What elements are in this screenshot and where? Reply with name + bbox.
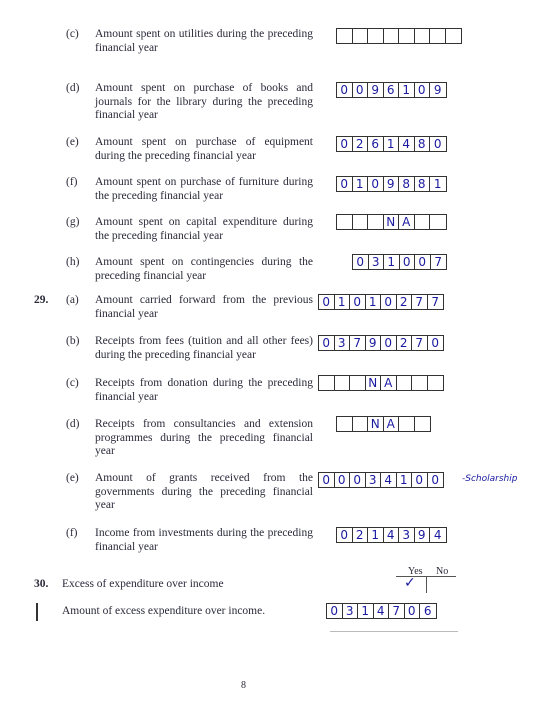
amount-text: Amount of excess expenditure over income. xyxy=(62,605,266,617)
digit-cell xyxy=(353,29,369,43)
digit-cell: 0 xyxy=(400,255,416,269)
digit-cell xyxy=(430,29,446,43)
item-text: Amount spent on purchase of equipment during the preceding financial year xyxy=(95,136,313,162)
digit-cell: 1 xyxy=(353,177,369,191)
margin-mark xyxy=(36,603,38,621)
digit-cell: 0 xyxy=(353,255,369,269)
digit-cell: 7 xyxy=(412,336,428,350)
digit-cell: 0 xyxy=(412,473,428,487)
digit-cell xyxy=(337,215,353,229)
digit-cell: 7 xyxy=(389,604,405,618)
digit-cell: 6 xyxy=(384,83,400,97)
digit-cell xyxy=(428,376,444,390)
digit-cell: 0 xyxy=(319,295,335,309)
item-text: Receipts from donation during the preceding financial year xyxy=(95,377,313,403)
digit-cell: A xyxy=(384,417,400,431)
item-text: Amount spent on contingencies during the preceding financial year xyxy=(95,256,313,282)
item-label: (h) xyxy=(66,256,80,268)
amount-boxes xyxy=(318,294,444,310)
digit-cell: 7 xyxy=(434,255,443,269)
digit-cell: 1 xyxy=(358,604,374,618)
digit-cell: 3 xyxy=(366,473,382,487)
digit-cell xyxy=(368,29,384,43)
digit-cell: 0 xyxy=(335,473,351,487)
digit-cell: 9 xyxy=(384,177,400,191)
page-number: 8 xyxy=(241,680,246,691)
digit-cell: 1 xyxy=(433,177,442,191)
digit-cell xyxy=(337,417,353,431)
digit-cell: 0 xyxy=(337,137,353,151)
digit-cell xyxy=(430,215,446,229)
digit-cell: 4 xyxy=(433,528,442,542)
item-text: Amount of grants received from the governments during the preceding financial year xyxy=(95,472,313,511)
digit-cell: 0 xyxy=(415,255,431,269)
digit-cell: 0 xyxy=(350,473,366,487)
digit-cell: 9 xyxy=(415,528,431,542)
digit-cell: 9 xyxy=(366,336,382,350)
item-label: (b) xyxy=(66,335,80,347)
item-text: Receipts from fees (tuition and all other fees) during the preceding financial year xyxy=(95,335,313,361)
amount-boxes xyxy=(336,416,431,432)
digit-cell: N xyxy=(366,376,382,390)
item-label: (c) xyxy=(66,28,79,40)
amount-boxes xyxy=(352,254,447,270)
digit-cell xyxy=(350,376,366,390)
digit-cell: 3 xyxy=(369,255,385,269)
item-label: (d) xyxy=(66,418,80,430)
digit-cell: 6 xyxy=(423,604,432,618)
digit-cell xyxy=(353,215,369,229)
digit-cell: 4 xyxy=(381,473,397,487)
digit-cell: 3 xyxy=(399,528,415,542)
digit-cell xyxy=(337,29,353,43)
question-text: Excess of expenditure over income xyxy=(62,578,224,590)
item-label: (f) xyxy=(66,527,78,539)
digit-cell: N xyxy=(368,417,384,431)
digit-cell: 8 xyxy=(399,177,415,191)
amount-boxes xyxy=(336,176,447,192)
digit-cell xyxy=(384,29,400,43)
digit-cell: 1 xyxy=(335,295,351,309)
amount-boxes xyxy=(336,82,447,98)
digit-cell: 2 xyxy=(397,336,413,350)
digit-cell: 0 xyxy=(405,604,421,618)
digit-cell: 0 xyxy=(353,83,369,97)
digit-cell: 7 xyxy=(431,295,440,309)
digit-cell: 0 xyxy=(337,83,353,97)
digit-cell: 1 xyxy=(399,83,415,97)
digit-cell: 0 xyxy=(381,295,397,309)
digit-cell: 8 xyxy=(415,137,431,151)
digit-cell: 0 xyxy=(337,177,353,191)
item-text: Amount spent on capital expenditure during the preceding financial year xyxy=(95,216,313,242)
digit-cell: 4 xyxy=(384,528,400,542)
digit-cell: 4 xyxy=(374,604,390,618)
digit-cell xyxy=(415,215,431,229)
amount-boxes xyxy=(336,214,447,230)
item-label: (d) xyxy=(66,82,80,94)
question-number: 29. xyxy=(34,294,49,306)
digit-cell: 7 xyxy=(412,295,428,309)
item-label: (c) xyxy=(66,377,79,389)
item-text: Receipts from consultancies and extension programmes during the preceding financial year xyxy=(95,418,313,457)
digit-cell xyxy=(353,417,369,431)
digit-cell: 0 xyxy=(350,295,366,309)
digit-cell: 0 xyxy=(319,336,335,350)
item-text: Amount spent on purchase of books and journals for the library during the preceding financial year xyxy=(95,82,313,121)
digit-cell xyxy=(446,29,462,43)
amount-boxes xyxy=(336,28,462,44)
item-text: Amount carried forward from the previous financial year xyxy=(95,294,313,320)
digit-cell: 3 xyxy=(343,604,359,618)
question-number: 30. xyxy=(34,578,49,590)
digit-cell: 0 xyxy=(415,83,431,97)
digit-cell: 9 xyxy=(368,83,384,97)
digit-cell: 1 xyxy=(366,295,382,309)
yes-no-boxes xyxy=(396,576,456,593)
no-label: No xyxy=(436,566,449,577)
digit-cell: 0 xyxy=(433,137,442,151)
item-label: (g) xyxy=(66,216,80,228)
amount-boxes xyxy=(318,335,444,351)
amount-boxes xyxy=(318,472,444,488)
item-label: (a) xyxy=(66,294,79,306)
yes-no-divider xyxy=(426,577,427,593)
digit-cell xyxy=(415,29,431,43)
digit-cell: 1 xyxy=(384,137,400,151)
digit-cell xyxy=(335,376,351,390)
item-label: (f) xyxy=(66,176,78,188)
amount-boxes xyxy=(336,136,447,152)
digit-cell: 0 xyxy=(327,604,343,618)
yes-label: Yes xyxy=(408,566,423,577)
yes-tick-mark: ✓ xyxy=(404,575,416,591)
digit-cell: 0 xyxy=(431,473,440,487)
digit-cell: 0 xyxy=(337,528,353,542)
digit-cell: N xyxy=(384,215,400,229)
digit-cell: 2 xyxy=(353,137,369,151)
digit-cell: 0 xyxy=(368,177,384,191)
digit-cell: 3 xyxy=(335,336,351,350)
amount-boxes xyxy=(336,527,447,543)
digit-cell xyxy=(399,417,415,431)
digit-cell: 0 xyxy=(319,473,335,487)
digit-cell: 1 xyxy=(384,255,400,269)
digit-cell xyxy=(415,417,431,431)
digit-cell: 0 xyxy=(381,336,397,350)
digit-cell xyxy=(368,215,384,229)
item-text: Amount spent on purchase of furniture during the preceding financial year xyxy=(95,176,313,202)
item-label: (e) xyxy=(66,136,79,148)
digit-cell: 6 xyxy=(368,137,384,151)
digit-cell: 2 xyxy=(397,295,413,309)
digit-cell: 2 xyxy=(353,528,369,542)
item-label: (e) xyxy=(66,472,79,484)
digit-cell: 1 xyxy=(397,473,413,487)
handwritten-note: -Scholarship xyxy=(462,474,518,484)
digit-cell xyxy=(412,376,428,390)
digit-cell: 8 xyxy=(415,177,431,191)
digit-cell: 7 xyxy=(350,336,366,350)
amount-boxes xyxy=(318,375,444,391)
digit-cell xyxy=(319,376,335,390)
digit-cell: 4 xyxy=(399,137,415,151)
digit-cell: 0 xyxy=(431,336,440,350)
amount-boxes xyxy=(326,603,437,619)
item-text: Income from investments during the preceding financial year xyxy=(95,527,313,553)
digit-cell: A xyxy=(399,215,415,229)
digit-cell: A xyxy=(381,376,397,390)
digit-cell xyxy=(397,376,413,390)
digit-cell: 1 xyxy=(368,528,384,542)
faint-underline xyxy=(330,631,458,632)
item-text: Amount spent on utilities during the preceding financial year xyxy=(95,28,313,54)
digit-cell: 9 xyxy=(433,83,442,97)
digit-cell xyxy=(399,29,415,43)
